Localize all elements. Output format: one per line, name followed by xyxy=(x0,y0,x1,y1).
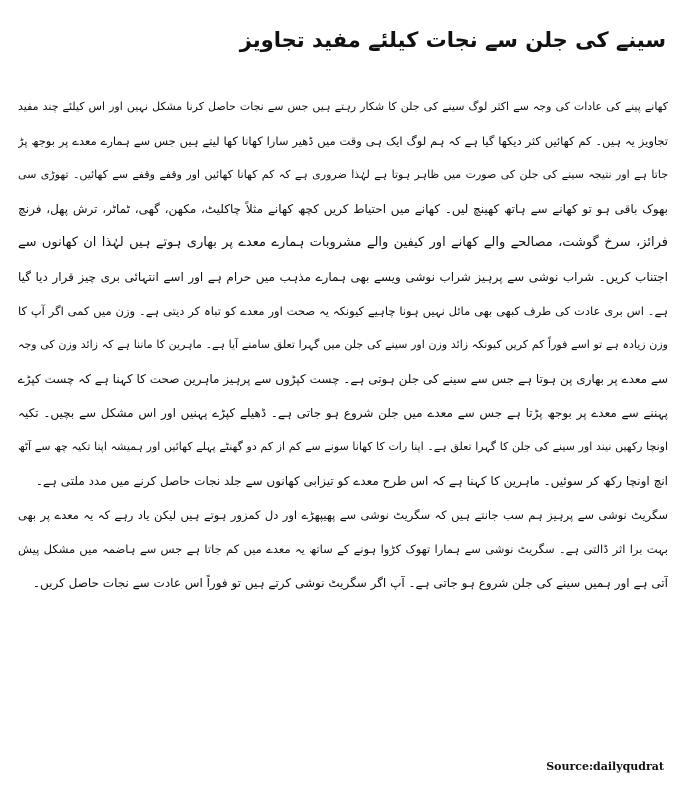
article-line: سے معدے پر بھاری پن ہوتا ہے جس سے سینے کی جلن ہوتی ہے۔ چست کپڑوں سے پرہیز ماہرین صحت کا کہنا ہے کہ چست کپڑے xyxy=(18,372,668,386)
article-line: فرائز، سرخ گوشت، مصالحے والے کھانے اور کیفین والے مشروبات ہمارے معدے پر بھاری ہوتے ہیں لہٰذا ان کھانوں سے xyxy=(18,235,668,250)
article-title: سینے کی جلن سے نجات کیلئے مفید تجاویز xyxy=(239,28,666,52)
article-line: بہت برا اثر ڈالتی ہے۔ سگریٹ نوشی سے ہمارا تھوک کڑوا ہونے کے ساتھ یہ معدے میں کم جاتا ہے جس سے ہاضمہ میں مشکل پیش xyxy=(18,542,668,556)
article-line: ہے۔ اس بری عادت کی طرف کبھی بھی مائل نہیں ہونا چاہیے کیونکہ یہ صحت اور معدے کو تباہ کر دیتی ہے۔ وزن میں کمی اگر آپ کا xyxy=(18,304,668,318)
article-line: جاتا ہے اور نتیجہ سینے کی جلن کی صورت میں ظاہر ہوتا ہے لہٰذا ضروری ہے کہ کم کھانا کھائیں اور وقفے وقفے سے کھائیں۔ تھوڑی سی xyxy=(18,168,668,181)
article-line: تجاویز یہ ہیں۔ کم کھائیں کثر دیکھا گیا ہے کہ ہم لوگ ایک ہی وقت میں ڈھیر سارا کھانا کھا لیتے ہیں جس سے ہمارے معدے پر بوجھ پڑ xyxy=(18,134,668,148)
article-line: پہننے سے معدے پر بوجھ پڑتا ہے جس سے معدے میں جلن شروع ہو جاتی ہے۔ ڈھیلے کپڑے پہنیں اور اس مشکل سے بچیں۔ تکیہ xyxy=(18,406,668,420)
source-credit: Source:dailyqudrat xyxy=(546,760,664,773)
article-line: بھوک باقی ہو تو کھانے سے ہاتھ کھینچ لیں۔ کھانے میں احتیاط کریں کچھ کھانے مثلاً چاکلیٹ، مکھن، گھی، ٹماٹر، ترش پھل، فرنچ xyxy=(18,202,668,216)
article-body xyxy=(18,90,668,600)
article-line: کھانے پینے کی عادات کی وجہ سے اکثر لوگ سینے کی جلن کا شکار رہتے ہیں جس سے نجات حاصل کرنا مشکل نہیں اور اس کیلئے چند مفید xyxy=(18,100,668,113)
article-line: وزن زیادہ ہے تو اسے فوراً کم کریں کیونکہ زائد وزن اور سینے کی جلن میں گہرا تعلق سامنے آیا ہے۔ ماہرین کا ماننا ہے کہ زائد وزن کی وجہ xyxy=(18,338,668,351)
article-line: اونچا رکھیں نیند اور سینے کی جلن کا گہرا تعلق ہے۔ اپنا رات کا کھانا سونے سے کم از کم دو گھنٹے پہلے کھائیں اور ہمیشہ اپنا تکیہ چھ سے آٹھ xyxy=(18,440,668,453)
article-line: آتی ہے اور ہمیں سینے کی جلن شروع ہو جاتی ہے۔ آپ اگر سگریٹ نوشی کرتے ہیں تو فوراً اس عادت سے نجات حاصل کریں۔ xyxy=(32,576,668,590)
article-line: انچ اونچا رکھ کر سوئیں۔ ماہرین کا کہنا ہے کہ اس طرح معدے کو تیزابی کھانوں سے جلد نجات حاصل کرنے میں مدد ملتی ہے۔ xyxy=(35,474,668,488)
article-line: سگریٹ نوشی سے پرہیز ہم سب جانتے ہیں کہ سگریٹ نوشی سے پھیپھڑے اور دل کمزور ہوتے ہیں لیکن یاد رہے کہ یہ معدے پر بھی xyxy=(18,508,668,522)
article-line: اجتناب کریں۔ شراب نوشی سے پرہیز شراب نوشی ویسے بھی ہمارے مذہب میں حرام ہے اور اسے انتہائی بری چیز قرار دیا گیا xyxy=(18,270,668,284)
